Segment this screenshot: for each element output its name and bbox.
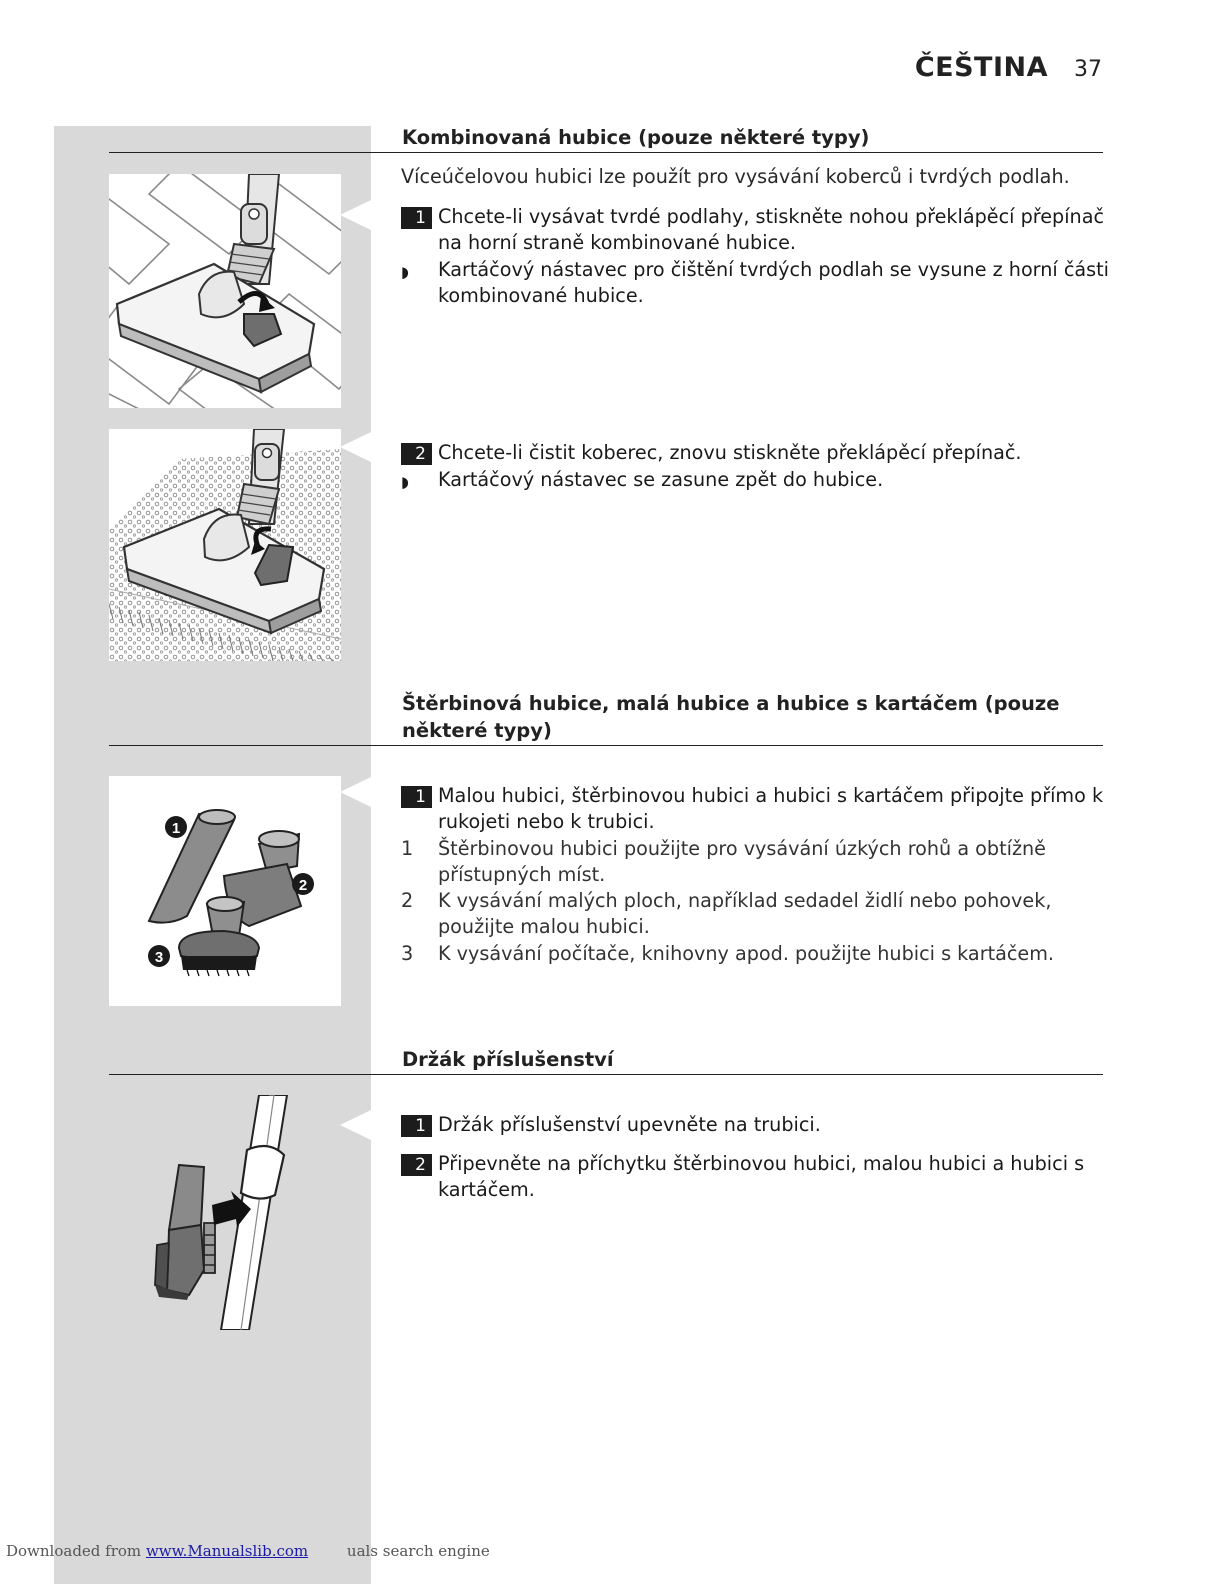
result-text: Kartáčový nástavec se zasune zpět do hubice. — [438, 468, 884, 491]
result-item — [401, 257, 1111, 310]
step-number: 1 — [401, 1115, 432, 1137]
accessory-holder-illustration — [109, 1095, 341, 1330]
footer-prefix: Downloaded from — [6, 1542, 142, 1560]
step-number: 1 — [401, 786, 432, 808]
section-title-combi: Kombinovaná hubice (pouze některé typy) — [402, 126, 870, 149]
step-item — [401, 204, 1111, 257]
figure-label-1: 1 — [171, 820, 181, 837]
nozzle-carpet-drawing — [109, 429, 341, 661]
sub-number: 2 — [401, 889, 414, 912]
step-number: 1 — [401, 207, 432, 229]
nozzle-hard-floor-drawing — [109, 174, 341, 408]
sub-item — [401, 941, 1111, 967]
result-text: Kartáčový nástavec pro čištění tvrdých podlah se vysune z horní části kombinované hubice. — [438, 258, 1109, 308]
hard-floor-nozzle-illustration — [109, 174, 341, 408]
download-footer — [6, 1542, 490, 1560]
result-arrow-icon: ◗ — [401, 473, 409, 491]
language-label: ČEŠTINA — [914, 52, 1048, 83]
section-rule — [109, 152, 1103, 153]
sub-text: Štěrbinovou hubici použijte pro vysávání úzkých rohů a obtížně přístupných míst. — [438, 837, 1046, 887]
footer-tail: uals search engine — [346, 1542, 490, 1560]
step-item — [401, 783, 1111, 836]
result-item — [401, 467, 1111, 493]
sub-item — [401, 888, 1111, 941]
page-header — [915, 52, 1102, 83]
step-number: 2 — [401, 443, 432, 465]
manualslib-link[interactable]: www.Manualslib.com — [145, 1542, 309, 1560]
sub-number: 1 — [401, 837, 414, 860]
carpet-nozzle-illustration — [109, 429, 341, 661]
pointer-notch — [340, 200, 371, 230]
step-text: Malou hubici, štěrbinovou hubici a hubici s kartáčem připojte přímo k rukojeti nebo k trubici. — [438, 784, 1104, 834]
section-title-crevice: Štěrbinová hubice, malá hubice a hubice s kartáčem (pouze některé typy) — [402, 692, 1060, 742]
result-arrow-icon: ◗ — [401, 263, 409, 281]
accessory-nozzles-illustration — [109, 776, 341, 1006]
sub-number: 3 — [401, 942, 414, 965]
sub-text: K vysávání malých ploch, například sedadel židlí nebo pohovek, použijte malou hubici. — [438, 889, 1052, 939]
step-text: Připevněte na příchytku štěrbinovou hubici, malou hubici a hubici s kartáčem. — [438, 1152, 1085, 1202]
pointer-notch — [340, 432, 371, 462]
page-number: 37 — [1074, 57, 1102, 82]
pointer-notch — [340, 777, 371, 807]
section-rule — [109, 1074, 1103, 1075]
figure-label-2: 2 — [298, 877, 308, 894]
pointer-notch — [340, 1110, 371, 1140]
step-text: Chcete-li čistit koberec, znovu stiskněte překlápěcí přepínač. — [438, 441, 1022, 464]
accessory-nozzles-drawing — [109, 776, 341, 1006]
step-text: Chcete-li vysávat tvrdé podlahy, stiskněte nohou překlápěcí přepínač na horní straně kombinované hubice. — [438, 205, 1104, 255]
step-text: Držák příslušenství upevněte na trubici. — [438, 1113, 821, 1136]
accessory-holder-drawing — [109, 1095, 341, 1330]
sub-item — [401, 836, 1111, 889]
sub-text: K vysávání počítače, knihovny apod. použijte hubici s kartáčem. — [438, 942, 1055, 965]
step-item — [401, 440, 1111, 466]
intro-paragraph: Víceúčelovou hubici lze použít pro vysávání koberců i tvrdých podlah. — [401, 165, 1070, 188]
figure-label-3: 3 — [154, 949, 164, 966]
step-number: 2 — [401, 1154, 432, 1176]
step-item — [401, 1112, 1111, 1138]
section-title-holder: Držák příslušenství — [402, 1048, 614, 1071]
step-item — [401, 1151, 1111, 1204]
section-rule — [109, 745, 1103, 746]
